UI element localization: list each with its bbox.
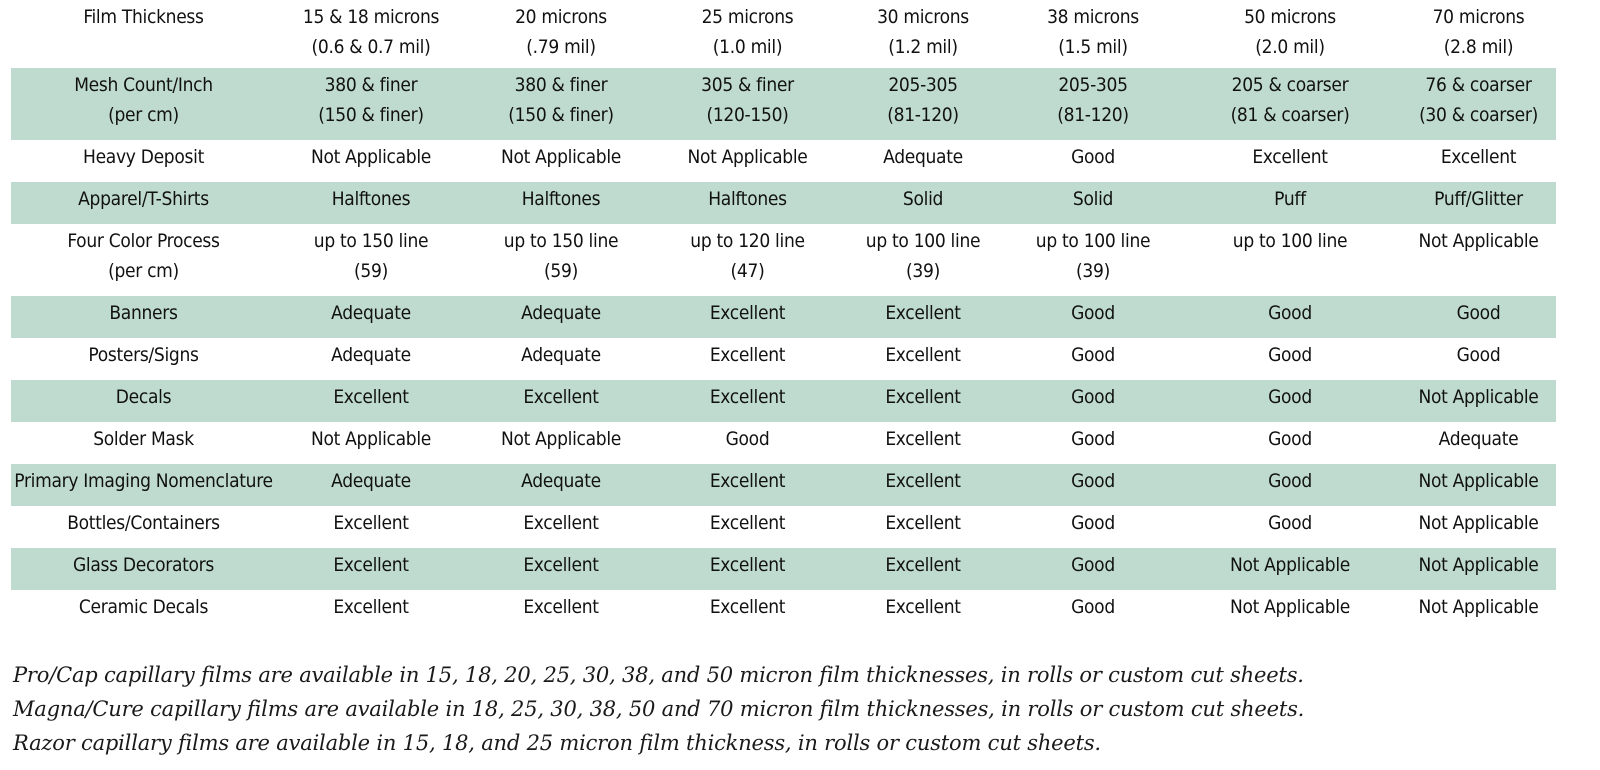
rating-cell (656, 296, 839, 338)
rating-cell (466, 140, 656, 182)
rating-cell-line: Good (1071, 146, 1115, 168)
rating-cell-line: Excellent (1252, 146, 1328, 168)
rating-cell (656, 224, 839, 296)
rating-cell-line: up to 100 line (1035, 230, 1151, 252)
rating-cell-line: Not Applicable (1229, 596, 1351, 618)
rating-cell-line: Good (1071, 512, 1115, 534)
rating-cell (466, 548, 656, 590)
rating-cell (466, 296, 656, 338)
rating-cell-line: Good (1268, 512, 1312, 534)
rating-cell (276, 422, 466, 464)
row-label-cell-line: (per cm) (108, 260, 179, 282)
rating-cell-line: 205-305 (888, 74, 958, 96)
rating-cell-line: Excellent (709, 344, 786, 366)
rating-cell (1401, 182, 1556, 224)
rating-cell-line: Excellent (333, 596, 409, 618)
row-label-cell-line: Banners (109, 302, 178, 324)
row-label-cell-line: Glass Decorators (72, 554, 215, 576)
rating-cell-line: Adequate (331, 302, 411, 324)
row-label-cell (11, 590, 276, 632)
rating-cell-line: (39) (1076, 260, 1110, 282)
rating-cell (276, 506, 466, 548)
rating-cell (1179, 590, 1401, 632)
rating-cell (656, 590, 839, 632)
rating-cell-line: (81-120) (1057, 104, 1129, 126)
rating-cell (276, 140, 466, 182)
rating-cell (839, 590, 1007, 632)
row-label-cell (11, 296, 276, 338)
rating-cell-line: Not Applicable (1229, 554, 1351, 576)
rating-cell (1401, 548, 1556, 590)
header-thickness-cell-line: 20 microns (515, 6, 607, 28)
rating-cell (276, 224, 466, 296)
rating-cell-line: Excellent (709, 302, 786, 324)
rating-cell (466, 506, 656, 548)
rating-cell (1179, 224, 1401, 296)
rating-cell-line: Good (1456, 302, 1501, 324)
rating-cell-line: Excellent (885, 470, 961, 492)
rating-cell-line: Not Applicable (500, 428, 622, 450)
rating-cell (839, 338, 1007, 380)
rating-cell-line: Not Applicable (310, 146, 432, 168)
header-thickness-cell-line: (2.0 mil) (1255, 36, 1325, 58)
rating-cell (1401, 590, 1556, 632)
row-label-cell-line: Apparel/T-Shirts (78, 188, 209, 210)
rating-cell-line: Excellent (885, 596, 961, 618)
row-label-cell-line: (per cm) (108, 104, 179, 126)
header-thickness-cell (656, 0, 839, 68)
rating-cell-line: (47) (730, 260, 765, 282)
rating-cell-line: Not Applicable (1418, 512, 1539, 534)
rating-cell (276, 590, 466, 632)
rating-cell (1179, 68, 1401, 140)
header-thickness-cell-line: 30 microns (877, 6, 969, 28)
rating-cell-line: up to 100 line (1232, 230, 1348, 252)
rating-cell-line: (59) (544, 260, 578, 282)
rating-cell (276, 464, 466, 506)
film-thickness-table (11, 0, 1556, 632)
rating-cell (466, 68, 656, 140)
table-row (11, 506, 1556, 548)
rating-cell-line: Good (1071, 428, 1115, 450)
row-label-cell-line: Solder Mask (93, 428, 194, 450)
rating-cell (656, 182, 839, 224)
header-thickness-cell-line: 25 microns (701, 6, 794, 28)
rating-cell-line: (150 & finer) (318, 104, 424, 126)
rating-cell-line: (59) (354, 260, 388, 282)
note-razor: Razor capillary films are available in 15, 18, and 25 micron film thickness, in rolls or custom cut sheets. (13, 731, 1101, 755)
rating-cell (656, 464, 839, 506)
row-label-cell (11, 548, 276, 590)
row-label-cell-line: Ceramic Decals (78, 596, 209, 618)
rating-cell (1401, 68, 1556, 140)
row-label-cell-line: Primary Imaging Nomenclature (14, 470, 273, 492)
rating-cell (1401, 224, 1556, 296)
rating-cell (656, 140, 839, 182)
header-thickness-cell-line: 38 microns (1047, 6, 1139, 28)
rating-cell (466, 464, 656, 506)
rating-cell (1401, 380, 1556, 422)
table-row (11, 68, 1556, 140)
rating-cell (276, 68, 466, 140)
rating-cell-line: Good (1071, 386, 1115, 408)
rating-cell (656, 380, 839, 422)
rating-cell-line: Halftones (521, 188, 601, 210)
rating-cell (1179, 548, 1401, 590)
rating-cell (1179, 338, 1401, 380)
rating-cell (1007, 140, 1179, 182)
rating-cell-line: Excellent (709, 386, 786, 408)
row-label-cell (11, 380, 276, 422)
rating-cell-line: Excellent (709, 596, 786, 618)
table-row (11, 380, 1556, 422)
rating-cell (1007, 422, 1179, 464)
rating-cell-line: Halftones (331, 188, 411, 210)
rating-cell-line: Good (1071, 344, 1115, 366)
row-label-cell (11, 464, 276, 506)
row-label-cell-line: Bottles/Containers (67, 512, 220, 534)
rating-cell-line: 380 & finer (514, 74, 608, 96)
rating-cell (1401, 422, 1556, 464)
rating-cell (839, 296, 1007, 338)
header-thickness-cell-line: (2.8 mil) (1443, 36, 1514, 58)
rating-cell (1007, 296, 1179, 338)
rating-cell-line: up to 150 line (503, 230, 619, 252)
rating-cell-line: Adequate (331, 470, 411, 492)
rating-cell-line: (30 & coarser) (1419, 104, 1538, 126)
rating-cell (1007, 224, 1179, 296)
rating-cell-line: (150 & finer) (508, 104, 614, 126)
rating-cell (839, 68, 1007, 140)
rating-cell (1401, 506, 1556, 548)
rating-cell-line: up to 150 line (313, 230, 429, 252)
rating-cell (839, 182, 1007, 224)
rating-cell-line: Adequate (521, 470, 601, 492)
rating-cell-line: Halftones (708, 188, 787, 210)
rating-cell-line: Excellent (709, 554, 786, 576)
row-label-cell-line: Four Color Process (67, 230, 220, 252)
rating-cell-line: up to 100 line (865, 230, 981, 252)
rating-cell-line: Excellent (885, 344, 961, 366)
rating-cell (1007, 590, 1179, 632)
rating-cell-line: Puff/Glitter (1434, 188, 1523, 210)
rating-cell (656, 338, 839, 380)
rating-cell (466, 590, 656, 632)
rating-cell (1179, 380, 1401, 422)
rating-cell (1179, 182, 1401, 224)
rating-cell (656, 506, 839, 548)
rating-cell-line: Not Applicable (1418, 596, 1539, 618)
rating-cell-line: Good (725, 428, 770, 450)
rating-cell-line: Excellent (709, 512, 786, 534)
header-thickness-cell (466, 0, 656, 68)
rating-cell-line: Puff (1274, 188, 1306, 210)
rating-cell (839, 506, 1007, 548)
rating-cell-line: 76 & coarser (1425, 74, 1532, 96)
rating-cell (276, 182, 466, 224)
table-row (11, 590, 1556, 632)
note-procap: Pro/Cap capillary films are available in 15, 18, 20, 25, 30, 38, and 50 micron film thicknesses, in rolls or custom cut sheets. (13, 663, 1304, 687)
rating-cell (1401, 296, 1556, 338)
row-label-cell-line: Mesh Count/Inch (74, 74, 213, 96)
rating-cell (466, 224, 656, 296)
rating-cell (1401, 338, 1556, 380)
rating-cell-line: Good (1268, 386, 1312, 408)
rating-cell-line: 305 & finer (701, 74, 794, 96)
rating-cell-line: Excellent (523, 512, 599, 534)
table-row (11, 182, 1556, 224)
rating-cell-line: Not Applicable (687, 146, 808, 168)
table-row (11, 548, 1556, 590)
row-label-cell (11, 182, 276, 224)
table-row (11, 338, 1556, 380)
rating-cell-line: Excellent (885, 512, 961, 534)
rating-cell-line: 205 & coarser (1231, 74, 1349, 96)
rating-cell-line: Good (1071, 596, 1115, 618)
header-thickness-cell-line: (.79 mil) (526, 36, 596, 58)
rating-cell (1007, 506, 1179, 548)
rating-cell (276, 380, 466, 422)
rating-cell (276, 548, 466, 590)
rating-cell (1007, 464, 1179, 506)
header-thickness-cell-line: 15 & 18 microns (302, 6, 440, 28)
row-label-cell (11, 68, 276, 140)
rating-cell (1007, 182, 1179, 224)
rating-cell-line: Good (1268, 470, 1312, 492)
row-label-cell (11, 140, 276, 182)
rating-cell-line: Excellent (333, 512, 409, 534)
rating-cell-line: (81-120) (887, 104, 959, 126)
rating-cell (1401, 464, 1556, 506)
rating-cell-line: Not Applicable (1418, 230, 1539, 252)
header-thickness-cell-line: 50 microns (1244, 6, 1336, 28)
rating-cell (276, 338, 466, 380)
table-row (11, 422, 1556, 464)
table-row (11, 296, 1556, 338)
row-label-cell (11, 224, 276, 296)
rating-cell-line: Excellent (885, 554, 961, 576)
rating-cell (466, 380, 656, 422)
rating-cell (656, 422, 839, 464)
rating-cell-line: Good (1071, 554, 1115, 576)
row-label-cell (11, 422, 276, 464)
table-body (11, 0, 1556, 632)
header-thickness-cell-line: (0.6 & 0.7 mil) (311, 36, 431, 58)
header-thickness-cell-line: (1.2 mil) (888, 36, 958, 58)
rating-cell-line: Excellent (523, 386, 599, 408)
header-row (11, 0, 1556, 68)
row-label-cell (11, 506, 276, 548)
rating-cell (276, 296, 466, 338)
rating-cell (839, 140, 1007, 182)
rating-cell (1007, 548, 1179, 590)
rating-cell (1179, 506, 1401, 548)
rating-cell (839, 464, 1007, 506)
header-thickness-cell (1401, 0, 1556, 68)
table-row (11, 224, 1556, 296)
rating-cell-line: Excellent (885, 428, 961, 450)
rating-cell (1007, 338, 1179, 380)
note-magnacure: Magna/Cure capillary films are available in 18, 25, 30, 38, 50 and 70 micron film thicknesses, in rolls or custom cut sheets. (13, 697, 1305, 721)
rating-cell-line: Adequate (1438, 428, 1519, 450)
header-label-cell (11, 0, 276, 68)
rating-cell (466, 422, 656, 464)
rating-cell-line: Good (1071, 470, 1115, 492)
rating-cell (839, 224, 1007, 296)
rating-cell-line: (39) (906, 260, 940, 282)
rating-cell (1007, 68, 1179, 140)
rating-cell-line: 380 & finer (324, 74, 418, 96)
rating-cell-line: (81 & coarser) (1230, 104, 1350, 126)
header-thickness-cell-line: 70 microns (1432, 6, 1525, 28)
availability-notes (13, 658, 1304, 760)
rating-cell-line: Excellent (709, 470, 786, 492)
row-label-cell (11, 338, 276, 380)
rating-cell-line: Excellent (523, 554, 599, 576)
rating-cell-line: up to 120 line (690, 230, 805, 252)
rating-cell-line: Not Applicable (1418, 554, 1539, 576)
rating-cell-line: Excellent (333, 554, 409, 576)
rating-cell-line: Good (1071, 302, 1115, 324)
rating-cell-line: Good (1268, 428, 1312, 450)
rating-cell (1007, 380, 1179, 422)
row-label-cell-line: Posters/Signs (88, 344, 199, 366)
rating-cell-line: Not Applicable (1418, 386, 1539, 408)
rating-cell (656, 548, 839, 590)
row-label-cell-line: Heavy Deposit (83, 146, 204, 168)
header-thickness-cell-line: (1.5 mil) (1058, 36, 1128, 58)
rating-cell (1179, 464, 1401, 506)
rating-cell-line: Adequate (521, 344, 601, 366)
table-row (11, 464, 1556, 506)
rating-cell (839, 422, 1007, 464)
header-label-cell-line: Film Thickness (83, 6, 204, 28)
header-thickness-cell (1179, 0, 1401, 68)
rating-cell (656, 68, 839, 140)
table-row (11, 140, 1556, 182)
rating-cell-line: (120-150) (706, 104, 789, 126)
rating-cell-line: Not Applicable (310, 428, 432, 450)
rating-cell-line: Excellent (885, 302, 961, 324)
header-thickness-cell (839, 0, 1007, 68)
rating-cell-line: Solid (1072, 188, 1114, 210)
rating-cell-line: Adequate (331, 344, 411, 366)
rating-cell-line: Good (1268, 302, 1312, 324)
rating-cell-line: Not Applicable (1418, 470, 1539, 492)
rating-cell (839, 380, 1007, 422)
rating-cell (1179, 296, 1401, 338)
rating-cell (1179, 140, 1401, 182)
rating-cell-line: Not Applicable (500, 146, 622, 168)
rating-cell-line: Good (1268, 344, 1312, 366)
rating-cell (1401, 140, 1556, 182)
header-thickness-cell (276, 0, 466, 68)
rating-cell-line: Solid (902, 188, 944, 210)
header-thickness-cell (1007, 0, 1179, 68)
header-thickness-cell-line: (1.0 mil) (712, 36, 783, 58)
rating-cell (839, 548, 1007, 590)
rating-cell-line: 205-305 (1058, 74, 1128, 96)
rating-cell (466, 182, 656, 224)
rating-cell-line: Excellent (1440, 146, 1517, 168)
rating-cell-line: Excellent (333, 386, 409, 408)
rating-cell (1179, 422, 1401, 464)
rating-cell-line: Adequate (883, 146, 963, 168)
rating-cell-line: Excellent (885, 386, 961, 408)
rating-cell (466, 338, 656, 380)
rating-cell-line: Excellent (523, 596, 599, 618)
rating-cell-line: Good (1456, 344, 1501, 366)
rating-cell-line: Adequate (521, 302, 601, 324)
row-label-cell-line: Decals (115, 386, 172, 408)
